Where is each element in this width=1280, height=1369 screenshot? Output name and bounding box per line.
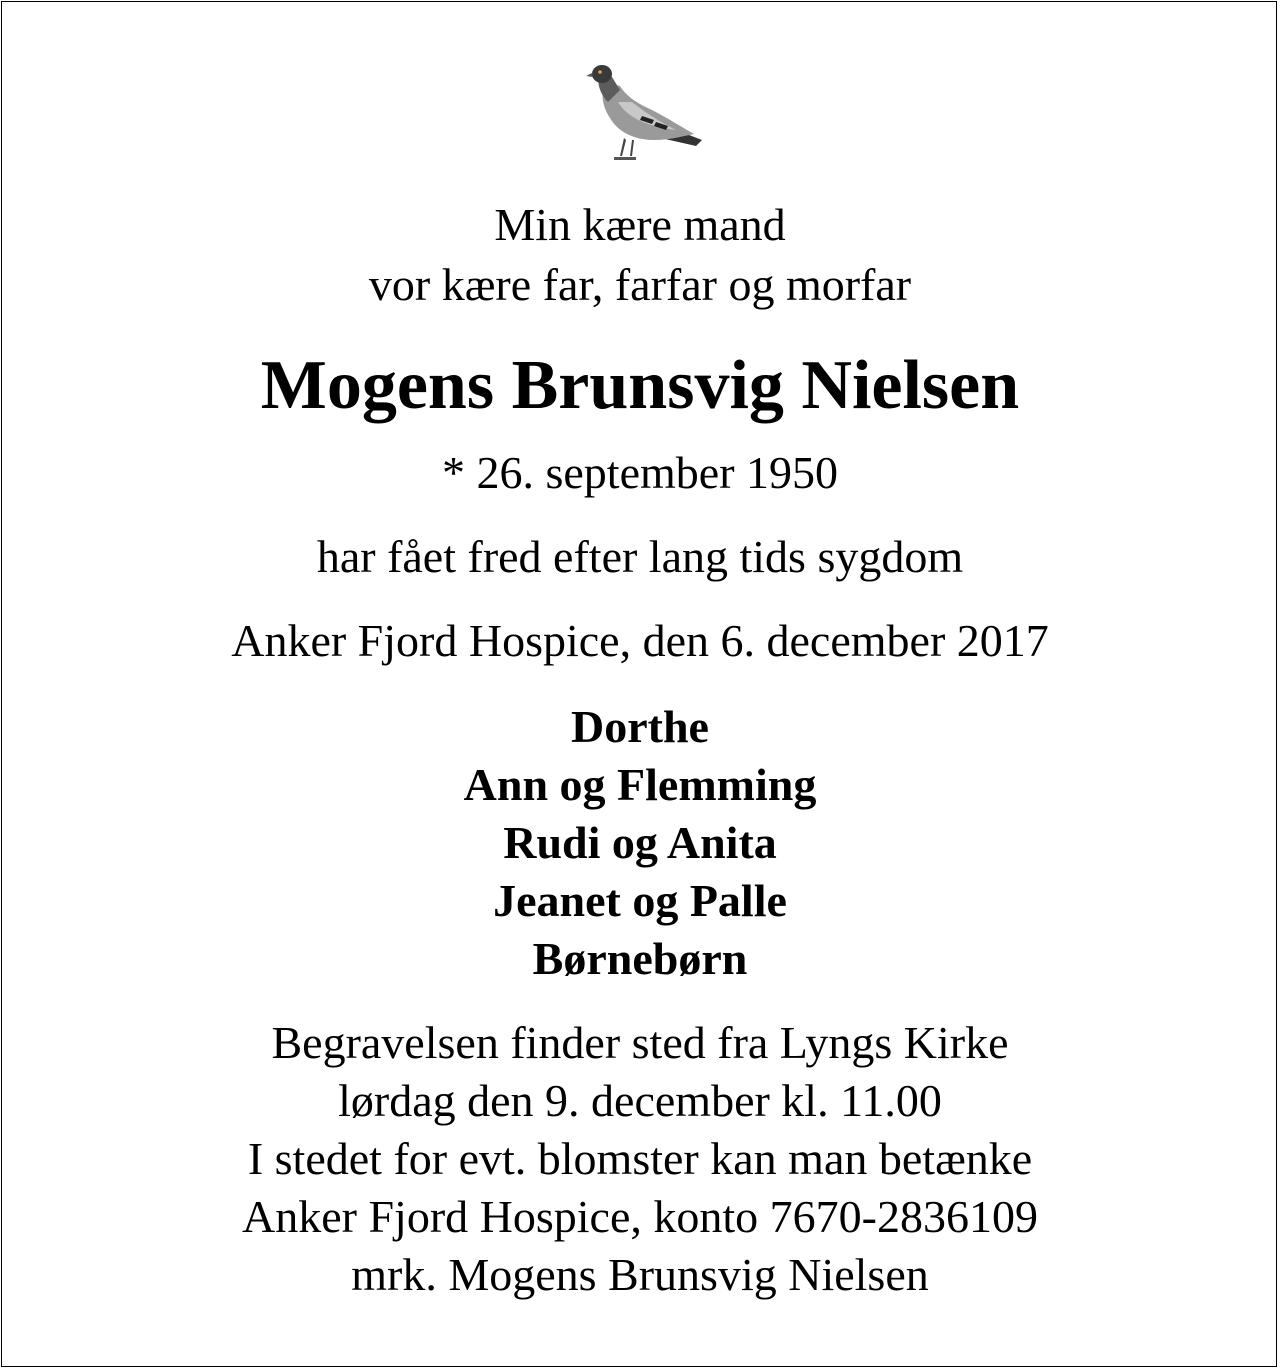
obituary-frame	[1, 1, 1277, 1367]
funeral-info-line: Begravelsen finder sted fra Lyngs Kirke	[271, 1017, 1009, 1068]
birth-date: * 26. september 1950	[441, 447, 839, 498]
funeral-info-line: mrk. Mogens Brunsvig Nielsen	[351, 1249, 929, 1300]
passing-message: har fået fred efter lang tids sygdom	[316, 531, 964, 582]
family-member: Dorthe	[571, 701, 709, 752]
funeral-info-line: Anker Fjord Hospice, konto 7670-2836109	[242, 1191, 1038, 1242]
family-member: Jeanet og Palle	[493, 875, 787, 926]
intro-line-1: Min kære mand	[494, 199, 786, 250]
funeral-info-line: lørdag den 9. december kl. 11.00	[338, 1075, 942, 1126]
family-member: Børnebørn	[532, 933, 748, 984]
deceased-name: Mogens Brunsvig Nielsen	[260, 347, 1020, 424]
place-and-date: Anker Fjord Hospice, den 6. december 2017	[231, 615, 1049, 666]
family-member: Rudi og Anita	[503, 817, 777, 868]
intro-line-2: vor kære far, farfar og morfar	[368, 259, 912, 310]
funeral-info-line: I stedet for evt. blomster kan man betænke	[247, 1133, 1033, 1184]
dove-icon	[580, 60, 706, 170]
family-member: Ann og Flemming	[463, 759, 817, 810]
